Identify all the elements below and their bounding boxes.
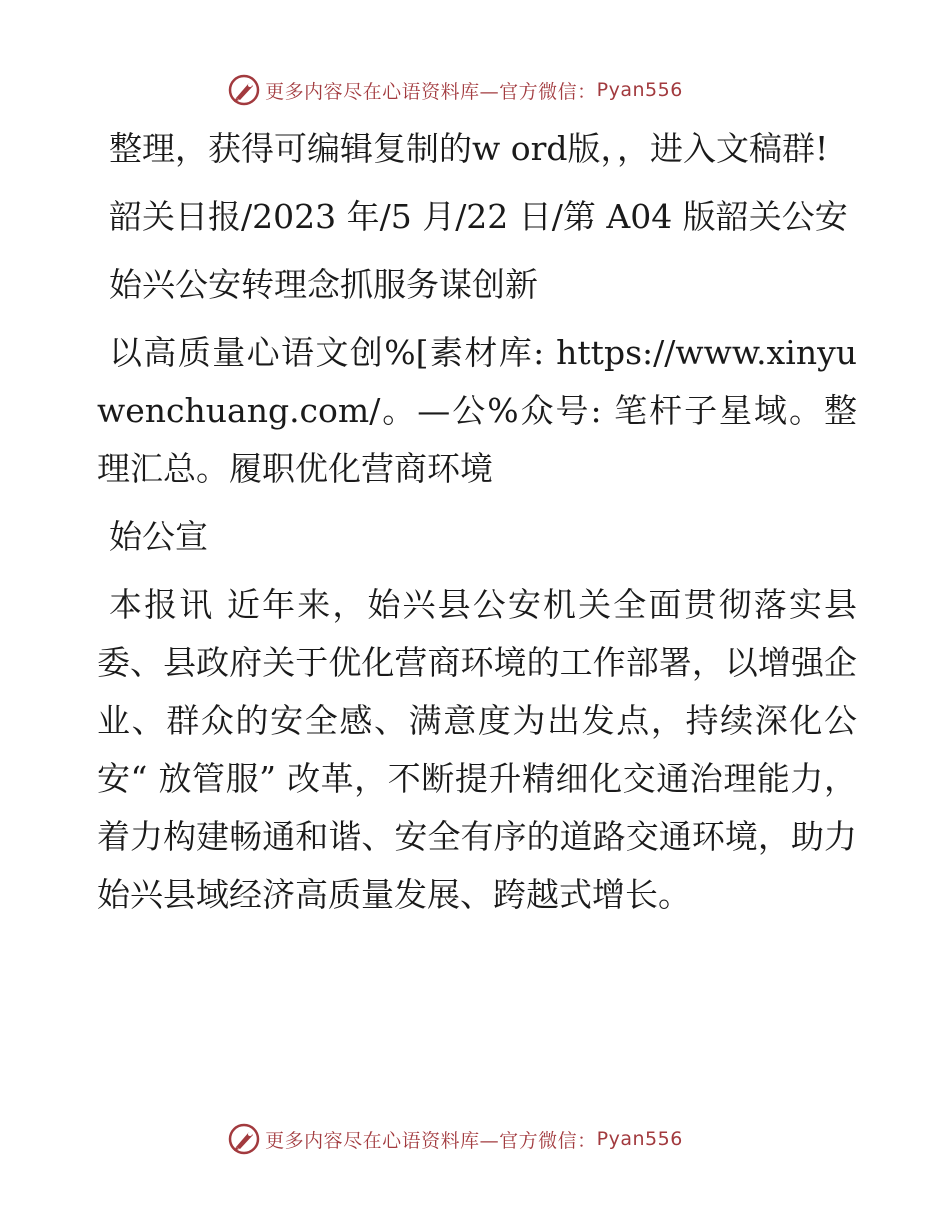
banner-wechat-id: Pyan556 [596, 79, 683, 101]
paragraph-source: 韶关日报/2023 年/5 月/22 日/第 A04 版韶关公安 [109, 197, 848, 236]
paragraph-headline: 始兴公安转理念抓服务谋创新 [109, 265, 538, 304]
quill-pen-logo-icon [227, 73, 261, 107]
banner-text: 更多内容尽在心语资料库—官方微信： [265, 1129, 597, 1152]
banner-wechat-id: Pyan556 [596, 1128, 683, 1150]
paragraph-body: 本报讯 近年来，始兴县公安机关全面贯彻落实县委、县政府关于优化营商环境的工作部署，以增强企业、群众的安全感、满意度为出发点，持续深化公安“ 放管服” 改革，不断提升精细化交通治理能力，着力构建畅通和谐、安全有序的道路交通环境，助力始兴县域经济高质量发展、跨越式增长。 [97, 585, 857, 914]
header-watermark-banner [0, 70, 950, 110]
footer-watermark-banner [0, 1119, 950, 1159]
quill-pen-logo-icon [227, 1122, 261, 1156]
document-body [97, 120, 857, 934]
paragraph-subheadline: 以高质量心语文创%[素材库: https://www.xinyuwenchuang.com/。—公%众号: 笔杆子星域。整理汇总。履职优化营商环境 [97, 333, 857, 488]
paragraph-byline: 始公宣 [109, 517, 208, 556]
paragraph-intro: 整理，获得可编辑复制的w ord版，，进入文稿群! [109, 129, 829, 168]
banner-text: 更多内容尽在心语资料库—官方微信： [265, 80, 597, 103]
